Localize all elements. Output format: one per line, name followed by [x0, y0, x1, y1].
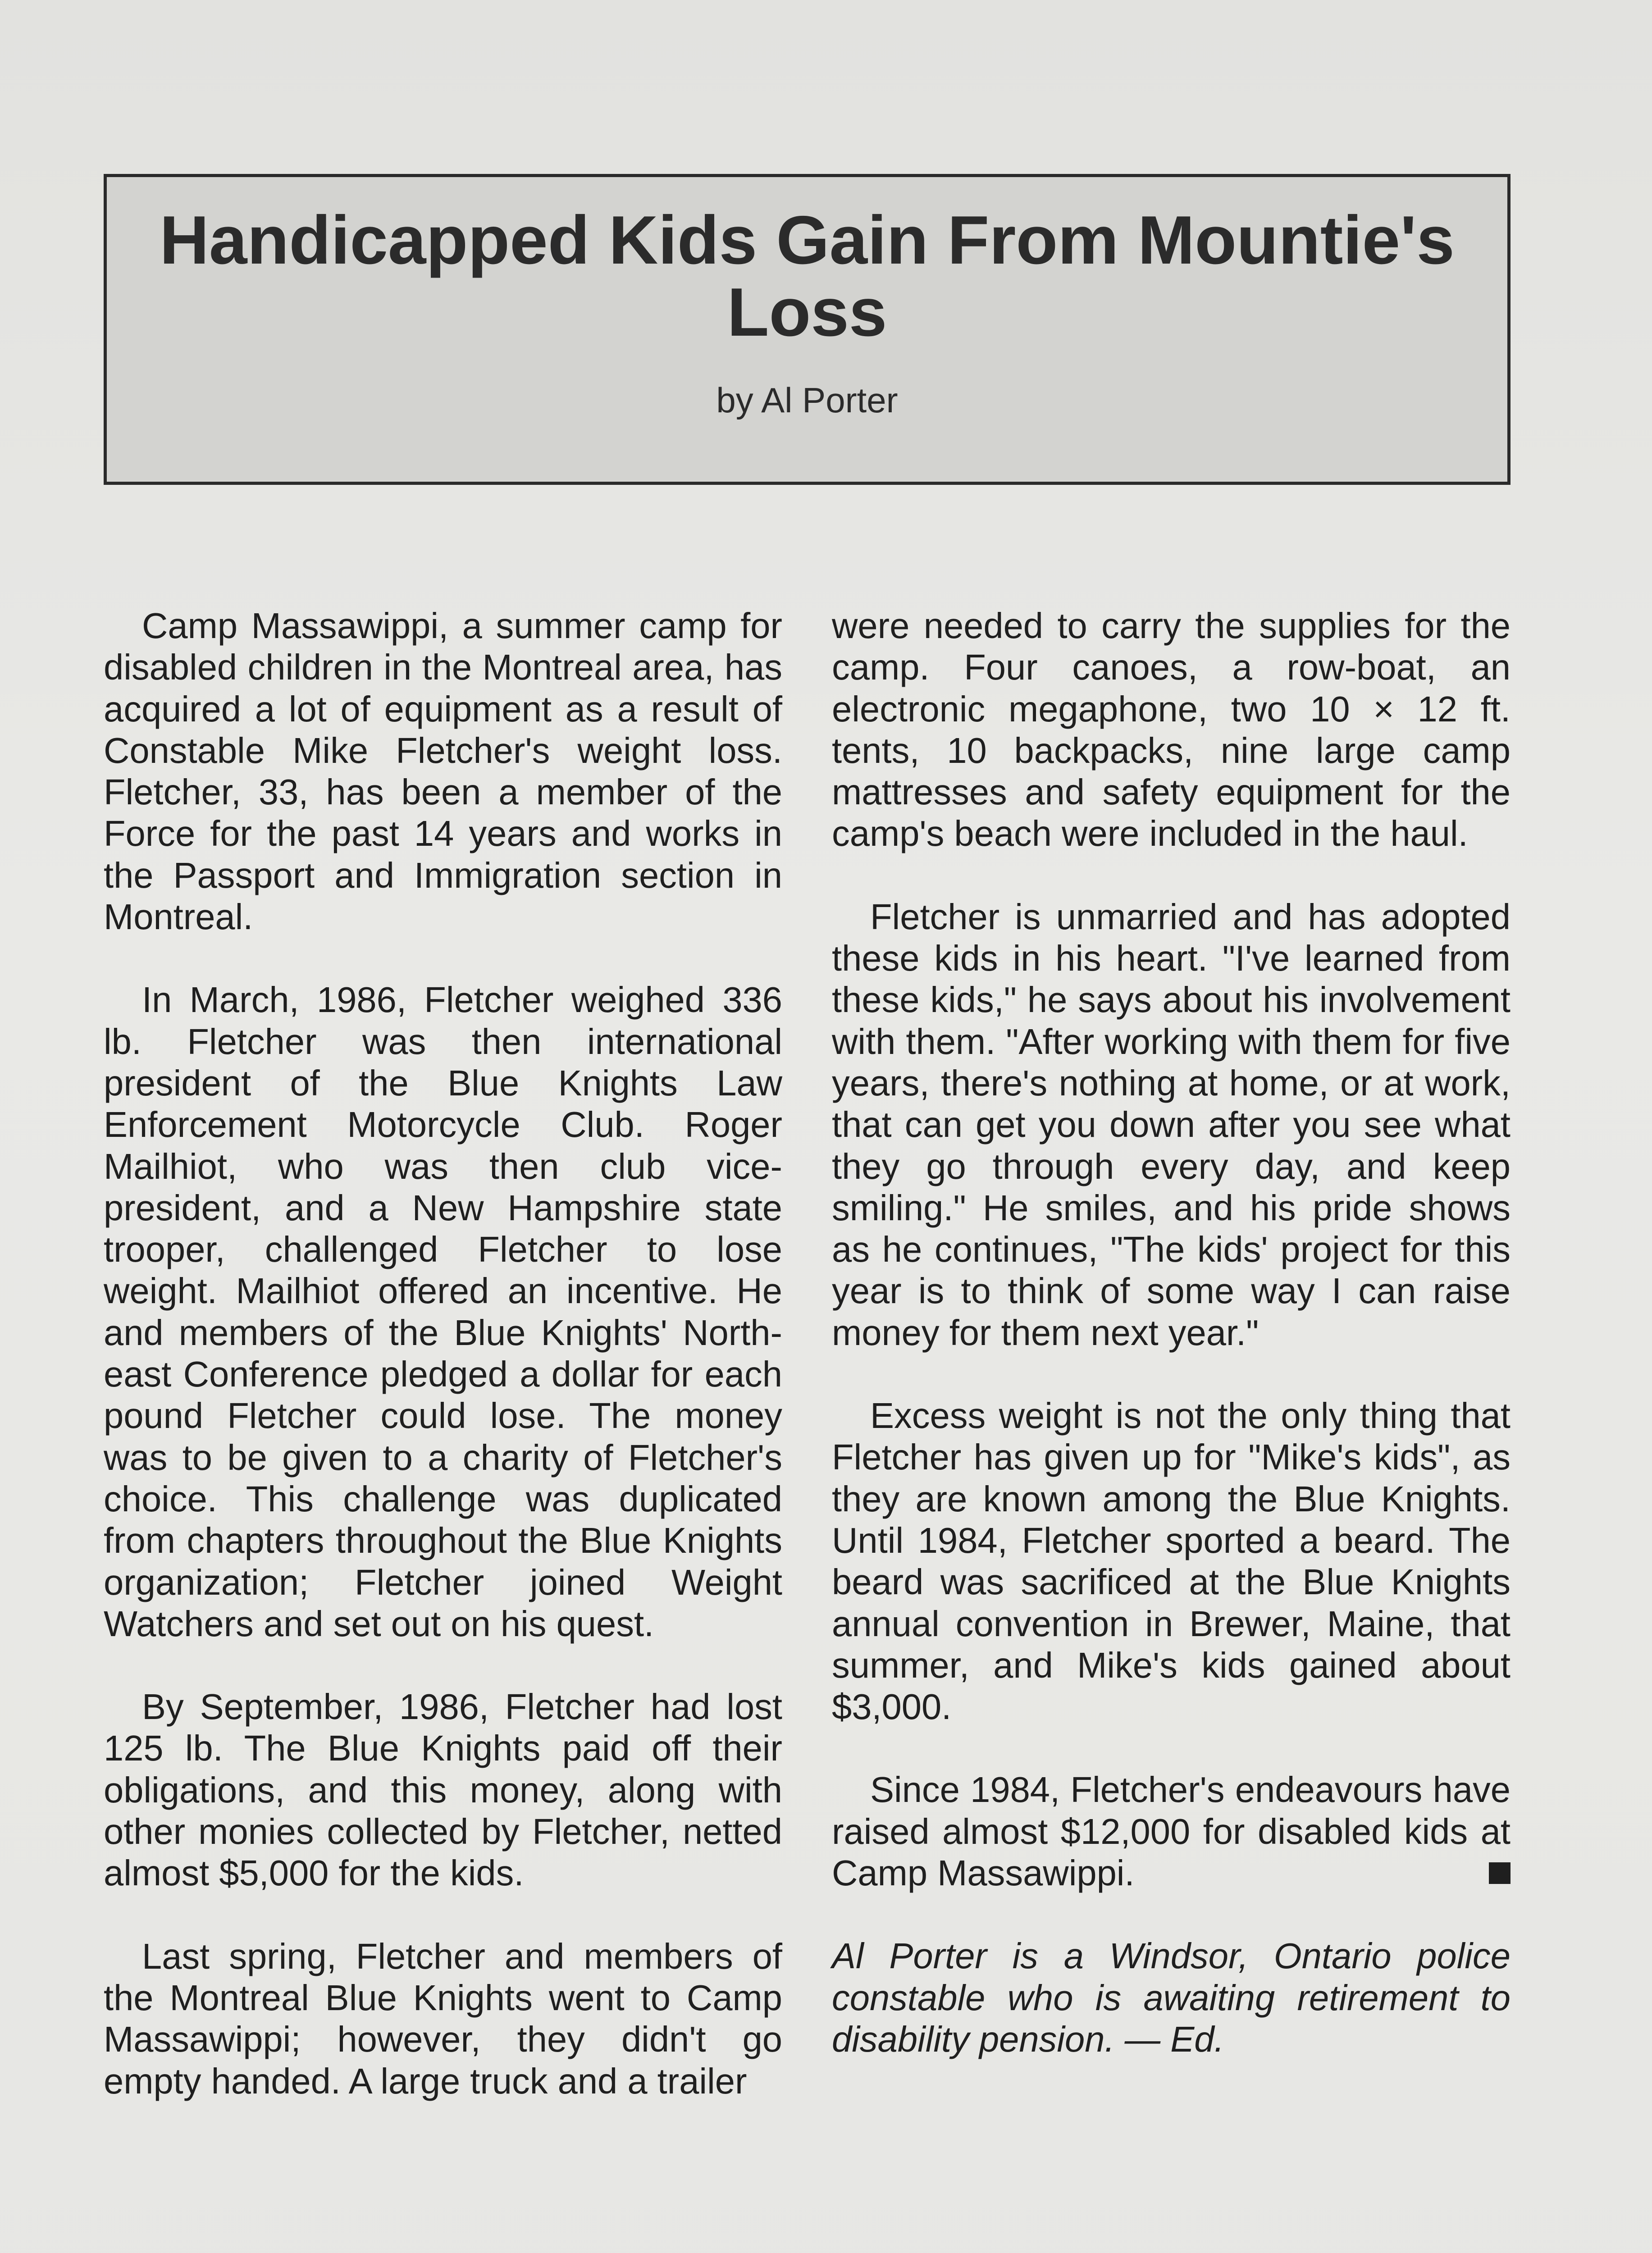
paragraph-continued: were needed to carry the supplies for the camp. Four canoes, a row-boat, an electronic megaphone, two 10 × 12 ft. tents, 10 backpacks, nine large camp mattresses and safety equipment for the camp's beach were included in the haul.	[832, 606, 1511, 854]
editor-note: Al Porter is a Windsor, Ontario police constable who is awaiting retirement to disability pension. — Ed.	[832, 1936, 1511, 2059]
paragraph: By September, 1986, Fletcher had lost 125 lb. The Blue Knights paid off their obligations, and this money, along with other monies collected by Fletcher, netted almost $5,000 for the kids.	[104, 1687, 782, 1893]
right-column	[832, 605, 1511, 2102]
title-box	[104, 174, 1511, 485]
end-of-article-mark	[1489, 1862, 1511, 1884]
paragraph: Camp Massawippi, a summer camp for disabled children in the Montreal area, has acquired a lot of equipment as a result of Constable Mike Fletcher's weight loss. Fletcher, 33, has been a member of the Force for the past 14 years and works in the Passport and Immigration section in Montreal.	[104, 606, 782, 937]
paragraph: Excess weight is not the only thing that Fletcher has given up for "Mike's kids", as they are known among the Blue Knights. Until 1984, Fletcher sported a beard. The beard was sacrificed at the Blue Knights annual convention in Brewer, Maine, that summer, and Mike's kids gained about $3,000.	[832, 1396, 1511, 1727]
paragraph: Last spring, Fletcher and members of the Montreal Blue Knights went to Camp Massawippi; however, they didn't go empty handed. A large truck and a trailer	[104, 1936, 782, 2101]
paragraph-final	[832, 1769, 1511, 1894]
paragraph-final-text: Since 1984, Fletcher's endeavours have raised almost $12,000 for disabled kids at Camp Massawippi.	[832, 1770, 1511, 1893]
article-byline: by Al Porter	[716, 380, 898, 420]
left-column	[104, 605, 782, 2144]
article-title: Handicapped Kids Gain From Mountie's Loss	[160, 202, 1455, 351]
paragraph: In March, 1986, Fletcher weighed 336 lb. Fletcher was then international president of the Blue Knights Law Enforcement Motorcycle Club. Roger Mailhiot, who was then club vice-president, and a New Hampshire state trooper, challenged Fletcher to lose weight. Mailhiot offered an incentive. He and members of the Blue Knights' North-east Conference pledged a dollar for each pound Fletcher could lose. The money was to be given to a charity of Fletcher's choice. This challenge was duplicated from chapters throughout the Blue Knights organization; Fletcher joined Weight Watchers and set out on his quest.	[104, 980, 782, 1644]
paragraph: Fletcher is unmarried and has adopted these kids in his heart. "I've learned from these kids," he says about his involvement with them. "After working with them for five years, there's nothing at home, or at work, that can get you down after you see what they go through every day, and keep smiling." He smiles, and his pride shows as he continues, "The kids' project for this year is to think of some way I can raise money for them next year."	[832, 896, 1511, 1353]
